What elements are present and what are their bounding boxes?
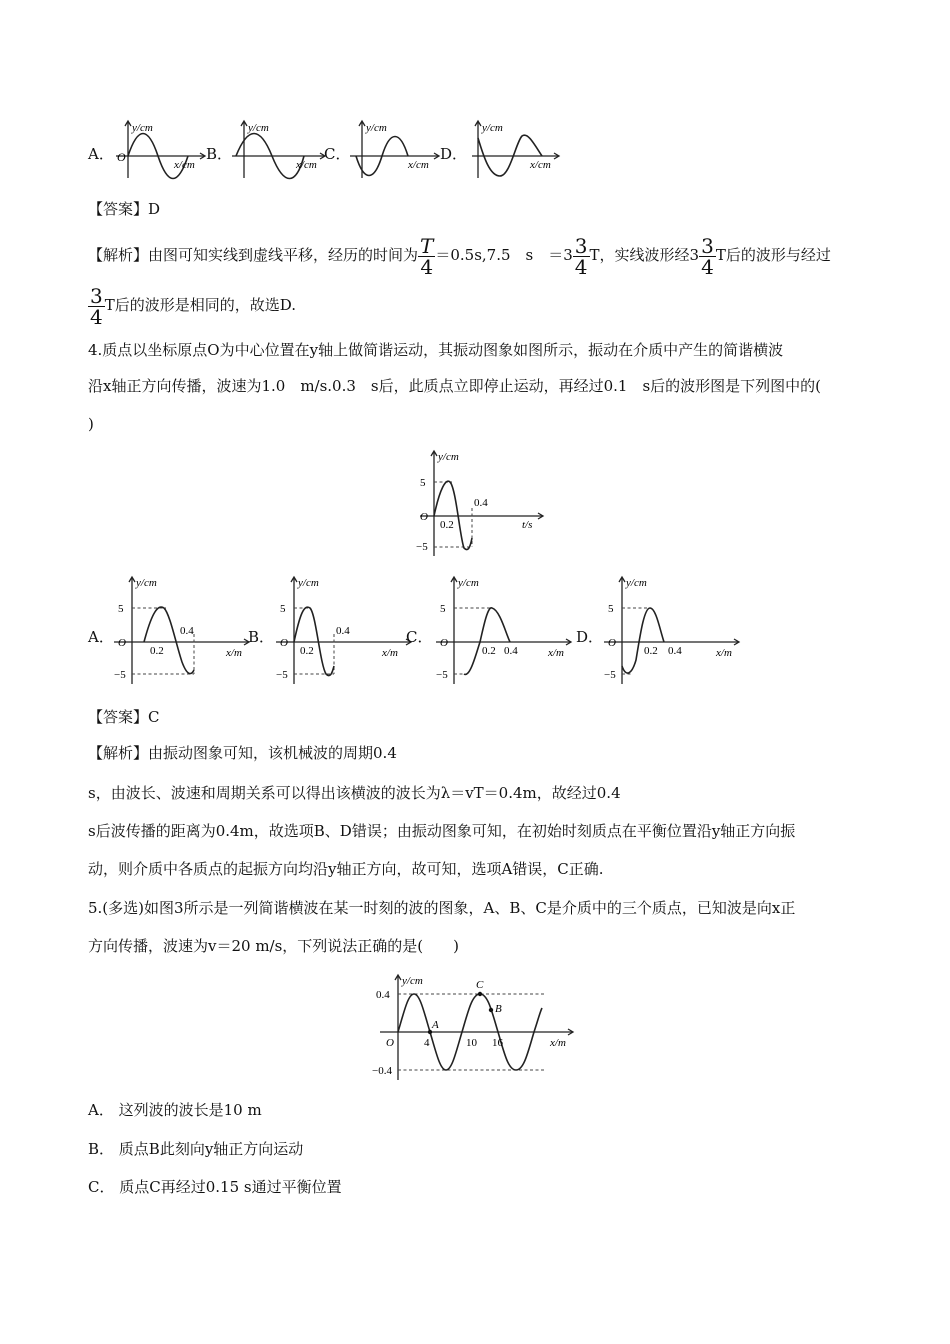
q5-ypos: 0.4: [376, 989, 390, 1001]
q4-stem-line3: ): [88, 415, 94, 433]
q4d-ylabel: y/cm: [626, 577, 647, 589]
q4b-x2: 0.4: [336, 625, 350, 637]
q5-xtick-10: 10: [466, 1037, 477, 1049]
q4-vibration-graph: [410, 448, 550, 558]
q3-option-b-graph: [228, 118, 328, 180]
fraction-3-over-4: $\frac{3}{4}$: [90, 283, 103, 329]
q4d-ypos: 5: [608, 603, 614, 615]
q3-analysis-line1: [88, 232, 831, 278]
q4-option-b-label: B．: [248, 628, 275, 646]
q3-option-c-label: C．: [324, 145, 351, 163]
q5-option-c: C． 质点C再经过0.15 s通过平衡位置: [88, 1178, 342, 1196]
q5-wave-graph: [372, 972, 582, 1082]
q3-analysis-part3: T，实线波形经3: [589, 246, 700, 264]
q4c-yneg: −5: [436, 669, 448, 681]
q4b-origin: O: [280, 637, 288, 649]
q3b-ylabel: y/cm: [248, 122, 269, 134]
q4-analysis-line3: s后波传播的距离为0.4m，故选项B、D错误；由振动图象可知，在初始时刻质点在平衡位置沿y轴正方向振: [88, 822, 796, 840]
q4-stem-line1: 4.质点以坐标原点O为中心位置在y轴上做简谐运动，其振动图象如图所示，振动在介质中产生的简谐横波: [88, 341, 784, 359]
q3-analysis-part5: T后的波形是相同的，故选D.: [104, 296, 297, 314]
q4b-xlabel: x/m: [382, 647, 398, 659]
q4-main-t1: 0.2: [440, 519, 454, 531]
q4a-x2: 0.4: [180, 625, 194, 637]
q3-analysis-part2: ＝0.5s,7.5 s ＝3: [435, 246, 573, 264]
q3-analysis-part4: T后的波形与经过: [715, 246, 831, 264]
q4a-yneg: −5: [114, 669, 126, 681]
q5-xtick-4: 4: [424, 1037, 430, 1049]
q3-option-a-label: A．: [88, 145, 114, 163]
q4b-x1: 0.2: [300, 645, 314, 657]
q4d-x2: 0.4: [668, 645, 682, 657]
q5-point-c: C: [476, 979, 484, 991]
q4-analysis-line2: s，由波长、波速和周期关系可以得出该横波的波长为λ＝vT＝0.4m，故经过0.4: [88, 784, 621, 802]
q3b-xlabel: x/cm: [296, 159, 317, 171]
q4-main-t2: 0.4: [474, 497, 488, 509]
q3c-ylabel: y/cm: [366, 122, 387, 134]
q5-point-a: A: [432, 1019, 439, 1031]
q4-option-b-graph: [270, 574, 415, 686]
q4-option-d-label: D．: [576, 628, 604, 646]
q4b-yneg: −5: [276, 669, 288, 681]
q3a-xlabel: x/cm: [174, 159, 195, 171]
q3-option-a-graph: [112, 118, 208, 180]
q3a-origin: O: [117, 150, 126, 164]
q3d-ylabel: y/cm: [482, 122, 503, 134]
q5-yneg: −0.4: [372, 1065, 392, 1077]
q4c-xlabel: x/m: [548, 647, 564, 659]
q4a-origin: O: [118, 637, 126, 649]
q4d-x1: 0.2: [644, 645, 658, 657]
q4c-x1: 0.2: [482, 645, 496, 657]
q5-stem-line2: 方向传播，波速为v＝20 m/s，下列说法正确的是( ): [88, 937, 460, 955]
q4c-ylabel: y/cm: [458, 577, 479, 589]
q4-option-d-graph: [598, 574, 743, 686]
q3-option-d-graph: [462, 118, 562, 180]
q4d-yneg: −5: [604, 669, 616, 681]
q4-option-a-label: A．: [88, 628, 114, 646]
q4-main-ypos: 5: [420, 477, 426, 489]
q4-main-yneg: −5: [416, 541, 428, 553]
q4-answer: 【答案】C: [88, 708, 160, 726]
q4-main-xlabel: t/s: [522, 519, 533, 531]
q4-analysis-line4: 动，则介质中各质点的起振方向均沿y轴正方向，故可知，选项A错误，C正确.: [88, 860, 604, 878]
q5-xtick-16: 16: [492, 1037, 503, 1049]
q3-option-c-graph: [346, 118, 442, 180]
q4-stem-line2: 沿x轴正方向传播，波速为1.0 m/s.0.3 s后，此质点立即停止运动，再经过0.1 s后的波形图是下列图中的(: [88, 377, 822, 395]
q4-option-c-graph: [430, 574, 575, 686]
q5-stem-line1: 5.(多选)如图3所示是一列简谐横波在某一时刻的波的图象，A、B、C是介质中的三个质点，已知波是向x正: [88, 899, 796, 917]
fraction-3-over-4: $\frac{3}{4}$: [574, 233, 588, 279]
q3a-ylabel: y/cm: [132, 122, 153, 134]
q4-option-c-label: C．: [406, 628, 433, 646]
fraction-t-over-4: $\frac{T}{4}$: [420, 233, 434, 279]
q4a-xlabel: x/m: [226, 647, 242, 659]
q4d-origin: O: [608, 637, 616, 649]
fraction-3-over-4: $\frac{3}{4}$: [701, 233, 714, 279]
q3d-xlabel: x/cm: [530, 159, 551, 171]
q4c-origin: O: [440, 637, 448, 649]
q3-analysis-lead: 【解析】由图可知实线到虚线平移，经历的时间为: [88, 246, 419, 264]
q4-main-ylabel: y/cm: [438, 451, 459, 463]
q4a-ypos: 5: [118, 603, 124, 615]
q5-point-b: B: [495, 1003, 502, 1015]
q3-answer: 【答案】D: [88, 200, 161, 218]
q5-xlabel: x/m: [550, 1037, 566, 1049]
q3-option-b-label: B．: [206, 145, 233, 163]
q5-origin: O: [386, 1037, 394, 1049]
q4c-ypos: 5: [440, 603, 446, 615]
q4c-x2: 0.4: [504, 645, 518, 657]
q4a-x1: 0.2: [150, 645, 164, 657]
q3-option-d-label: D．: [440, 145, 468, 163]
q5-option-a: A． 这列波的波长是10 m: [88, 1101, 262, 1119]
q4-option-a-graph: [108, 574, 253, 686]
q4b-ylabel: y/cm: [298, 577, 319, 589]
q5-option-b: B． 质点B此刻向y轴正方向运动: [88, 1140, 304, 1158]
q4d-xlabel: x/m: [716, 647, 732, 659]
q3c-xlabel: x/cm: [408, 159, 429, 171]
q4a-ylabel: y/cm: [136, 577, 157, 589]
q5-ylabel: y/cm: [402, 975, 423, 987]
q4-main-origin: O: [420, 511, 428, 523]
q4b-ypos: 5: [280, 603, 286, 615]
q4-analysis-line1: 【解析】由振动图象可知，该机械波的周期0.4: [88, 744, 397, 762]
q3-analysis-line2: [88, 282, 296, 328]
